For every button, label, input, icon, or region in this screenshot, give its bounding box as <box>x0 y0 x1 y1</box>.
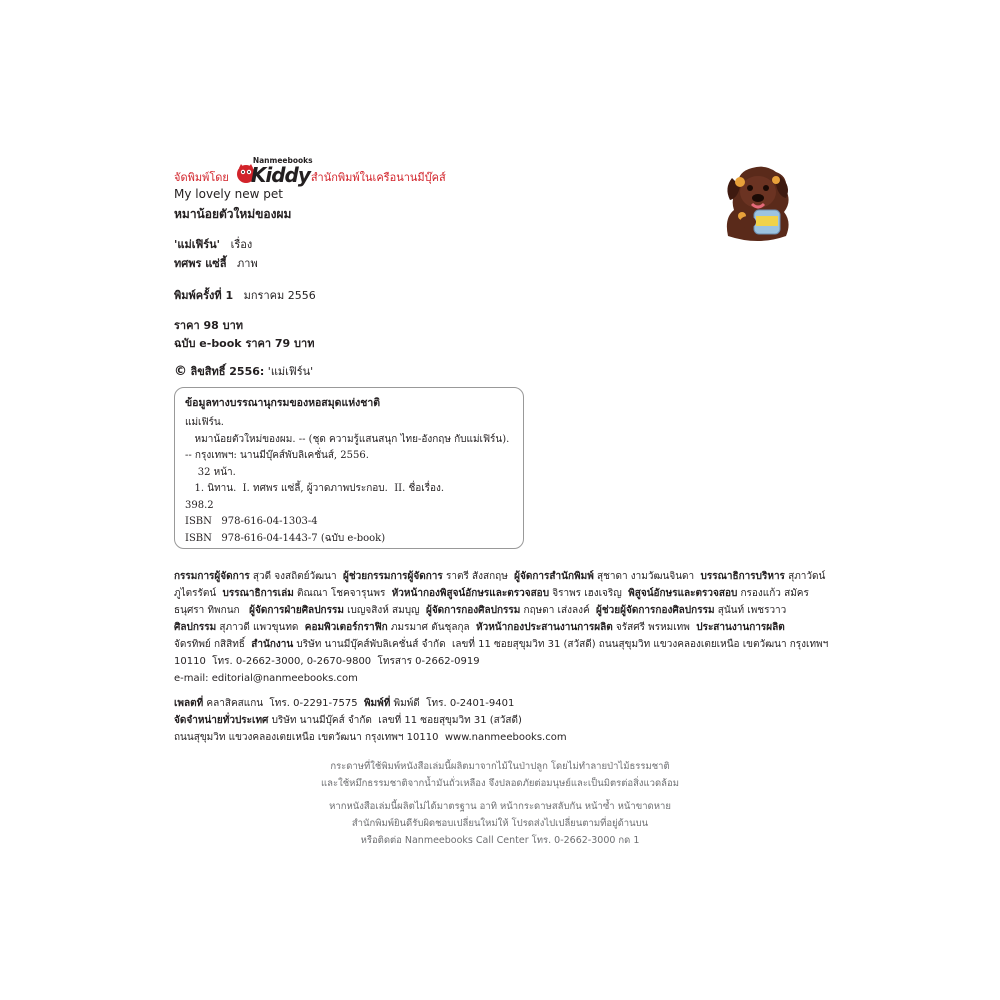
copyright-icon: © <box>174 364 187 379</box>
credit-text: พิมพ์ดี โทร. 0-2401-9401 <box>390 698 515 709</box>
edition-label: พิมพ์ครั้งที่ 1 <box>174 289 234 302</box>
credit-role: ผู้จัดการฝ่ายศิลปกรรม <box>249 605 344 616</box>
credit-text: ภูไตรรัตน์ <box>174 588 223 599</box>
credit-text: สุนันท์ เพชรวาว <box>714 605 787 616</box>
edition-line <box>174 286 316 304</box>
catalog-row: ISBN 978-616-04-1303-4 <box>185 516 318 527</box>
credits-line <box>174 670 834 687</box>
credit-role: พิสูจน์อักษรและตรวจสอบ <box>628 588 738 599</box>
illustrator-role: ภาพ <box>237 257 258 270</box>
book-title-en: My lovely new pet <box>174 187 284 201</box>
credits-line <box>174 568 834 585</box>
defect-note <box>280 798 720 849</box>
credits-line <box>174 712 834 729</box>
author-name: 'แม่เฟิร์น' <box>174 238 221 251</box>
catalog-row: แม่เฟิร์น. <box>185 417 224 428</box>
credit-text: ภมรมาศ ตันชุลกุล <box>387 622 476 633</box>
credits-line <box>174 695 834 712</box>
illustrator-line <box>174 254 258 272</box>
credit-text: ติณณา โชคจารุนพร <box>293 588 392 599</box>
credit-text: ราตรี สังสกฤษ <box>442 571 515 582</box>
publisher-prefix: จัดพิมพ์โดย <box>174 171 229 184</box>
credits-line <box>174 729 834 746</box>
credit-role: ศิลปกรรม <box>174 622 217 633</box>
logo-small-text: Nanmeebooks <box>252 156 313 165</box>
credit-text: e-mail: editorial@nanmeebooks.com <box>174 673 358 684</box>
credits-line <box>174 619 834 636</box>
credit-role: พิมพ์ที่ <box>363 698 391 709</box>
credits-line <box>174 585 834 602</box>
credit-text: สุชาดา งามวัฒนจินดา <box>593 571 701 582</box>
credit-role: เพลตที่ <box>174 698 204 709</box>
credit-text: บริษัท นานมีบุ๊คส์พับลิเคชั่นส์ จำกัด เลขที่ 11 ซอยสุขุมวิท 31 (สวัสดี) ถนนสุขุมวิท แขวงคลองเตยเหนือ เขตวัฒนา กรุงเทพฯ <box>293 639 829 650</box>
credit-text: สุภาวดี แพวขุนทด <box>216 622 305 633</box>
copyright-line <box>174 362 313 380</box>
credit-text: คลาสิคสแกน โทร. 0-2291-7575 <box>203 698 364 709</box>
kiddy-logo <box>235 156 313 187</box>
credit-role: หัวหน้ากองพิสูจน์อักษรและตรวจสอบ <box>391 588 550 599</box>
defect-note-line: หรือติดต่อ Nanmeebooks Call Center โทร. 0-2662-3000 กด 1 <box>360 835 640 846</box>
credit-role: บรรณาธิการบริหาร <box>700 571 785 582</box>
credit-role: ผู้จัดการสำนักพิมพ์ <box>514 571 594 582</box>
catalog-row: 398.2 <box>185 499 214 511</box>
puppy-illustration <box>718 158 798 246</box>
catalog-row: 1. นิทาน. I. ทศพร แซ่ลี้, ผู้วาดภาพประกอบ. II. ชื่อเรื่อง. <box>185 483 445 494</box>
credit-role: ผู้ช่วยกรรมการผู้จัดการ <box>342 571 443 582</box>
catalog-title: ข้อมูลทางบรรณานุกรมของหอสมุดแห่งชาติ <box>185 397 381 409</box>
author-role: เรื่อง <box>230 238 253 251</box>
credit-role: สำนักงาน <box>251 639 294 650</box>
paper-note-line: และใช้หมึกธรรมชาติจากน้ำมันถั่วเหลือง จึงปลอดภัยต่อมนุษย์และเป็นมิตรต่อสิ่งแวดล้อม <box>321 778 679 789</box>
publisher-suffix: สำนักพิมพ์ในเครือนานมีบุ๊คส์ <box>310 171 446 184</box>
credit-role: คอมพิวเตอร์กราฟิก <box>304 622 388 633</box>
credit-role: จัดจำหน่ายทั่วประเทศ <box>174 715 269 726</box>
credit-text: 10110 โทร. 0-2662-3000, 0-2670-9800 โทรสาร 0-2662-0919 <box>174 656 480 667</box>
book-title-th: หมาน้อยตัวใหม่ของผม <box>174 207 292 221</box>
credits-line <box>174 602 834 619</box>
credits-spacer <box>174 687 834 695</box>
catalog-row: ISBN 978-616-04-1443-7 (ฉบับ e-book) <box>185 532 386 544</box>
credit-text: จัดรทิพย์ กสิสิทธิ์ <box>174 639 252 650</box>
credit-text: กรองแก้ว สมัคร <box>737 588 809 599</box>
credit-role: กรรมการผู้จัดการ <box>174 571 250 582</box>
edition-date: มกราคม 2556 <box>243 289 316 302</box>
defect-note-line: สำนักพิมพ์ยินดีรับผิดชอบเปลี่ยนใหม่ให้ โปรดส่งไปเปลี่ยนตามที่อยู่ด้านบน <box>351 818 649 829</box>
credit-text: จรัสศรี พรหมเทพ <box>612 622 697 633</box>
paper-note <box>280 758 720 792</box>
credit-text: กฤษดา เส่งลงค์ <box>520 605 597 616</box>
credit-role: ประสานงานการผลิต <box>696 622 785 633</box>
author-line <box>174 235 252 253</box>
copyright-label: ลิขสิทธิ์ 2556: <box>190 365 265 378</box>
credits-line <box>174 636 834 653</box>
logo-big-text: Kiddy <box>250 163 310 187</box>
credit-text: จิราพร เฮงเจริญ <box>549 588 629 599</box>
credit-role: ผู้ช่วยผู้จัดการกองศิลปกรรม <box>596 605 715 616</box>
credit-text: ธนุศรา ทิพกนก <box>174 605 250 616</box>
paper-note-line: กระดาษที่ใช้พิมพ์หนังสือเล่มนี้ผลิตมาจากไม้ในป่าปลูก โดยไม่ทำลายป่าไม้ธรรมชาติ <box>330 761 670 772</box>
credit-text: สุภาวัดน์ <box>784 571 826 582</box>
defect-note-line: หากหนังสือเล่มนี้ผลิตไม่ได้มาตรฐาน อาทิ หน้ากระดาษสลับกัน หน้าซ้ำ หน้าขาดหาย <box>329 801 671 812</box>
credits-block <box>174 568 834 746</box>
credit-role: บรรณาธิการเล่ม <box>222 588 294 599</box>
credit-text: สุวดี จงสถิตย์วัฒนา <box>249 571 343 582</box>
illustrator-name: ทศพร แซ่ลี้ <box>174 257 227 270</box>
price-ebook: ฉบับ e-book ราคา 79 บาท <box>174 337 315 350</box>
cataloging-box <box>174 387 524 549</box>
catalog-row: -- กรุงเทพฯ: นานมีบุ๊คส์พับลิเคชั่นส์, 2556. <box>185 450 369 461</box>
credit-text: บริษัท นานมีบุ๊คส์ จำกัด เลขที่ 11 ซอยสุขุมวิท 31 (สวัสดี) <box>268 715 522 726</box>
price-print: ราคา 98 บาท <box>174 319 243 332</box>
credits-line <box>174 653 834 670</box>
credit-role: ผู้จัดการกองศิลปกรรม <box>425 605 521 616</box>
catalog-row: 32 หน้า. <box>185 466 236 478</box>
credit-role: หัวหน้ากองประสานงานการผลิต <box>476 622 613 633</box>
copyright-holder: 'แม่เฟิร์น' <box>267 365 314 378</box>
credit-text: เบญจสิงห์ สมบุญ <box>343 605 426 616</box>
catalog-row: หมาน้อยตัวใหม่ของผม. -- (ชุด ความรู้แสนสนุก ไทย-อังกฤษ กับแม่เฟิร์น). <box>185 433 510 445</box>
publisher-line <box>174 156 446 187</box>
credit-text: ถนนสุขุมวิท แขวงคลองเตยเหนือ เขตวัฒนา กรุงเทพฯ 10110 www.nanmeebooks.com <box>174 732 567 743</box>
